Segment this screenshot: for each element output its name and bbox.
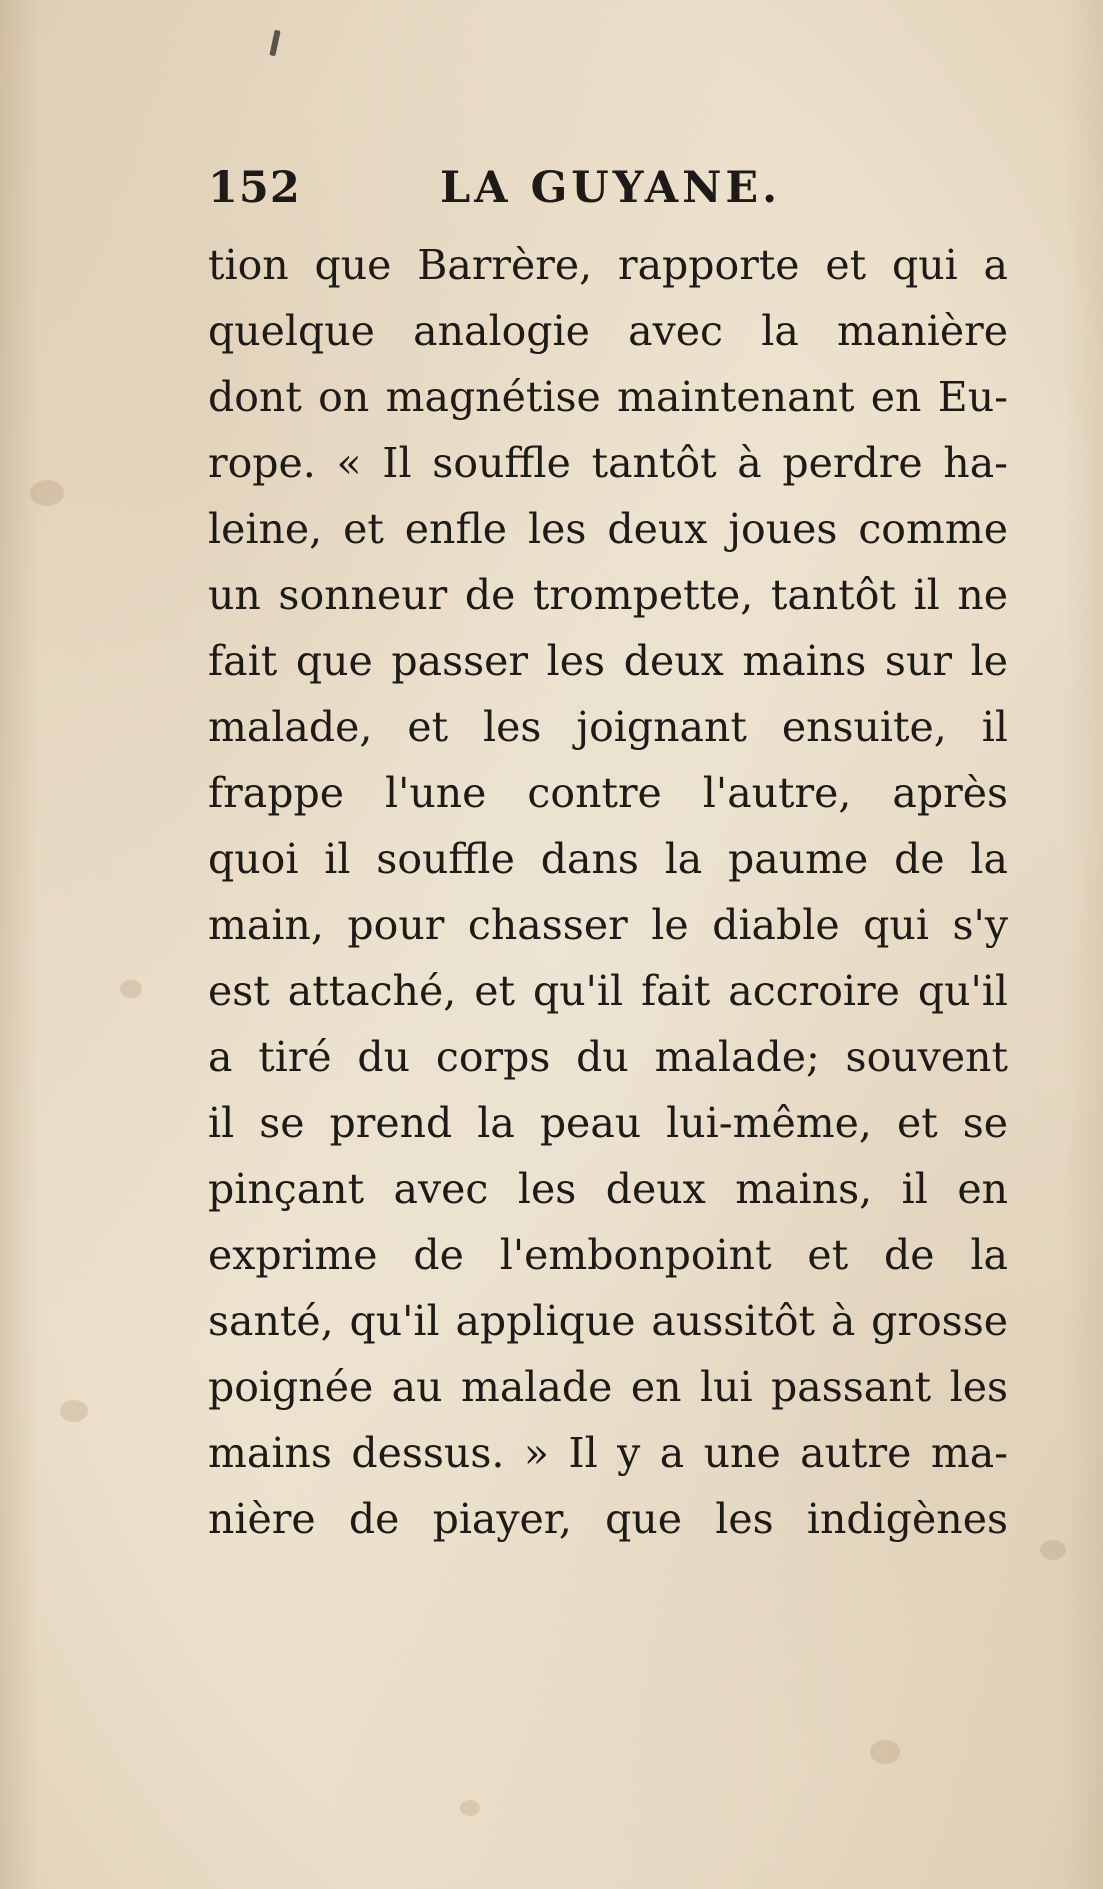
foxing-spot [60,1400,88,1422]
right-edge-shadow [1063,0,1103,1889]
text-line: main, pour chasser le diable qui s'y [208,901,1008,949]
foxing-spot [1040,1540,1066,1560]
text-line: rope. « Il souffle tantôt à perdre ha- [208,439,1008,487]
foxing-spot [460,1800,480,1816]
text-line: pinçant avec les deux mains, il en [208,1165,1008,1213]
text-line: fait que passer les deux mains sur le [208,637,1008,685]
text-line: malade, et les joignant ensuite, il [208,703,1008,751]
text-line: tion que Barrère, rapporte et qui a [208,241,1008,289]
ink-mark [269,30,280,57]
text-line: quoi il souffle dans la paume de la [208,835,1008,883]
text-line: a tiré du corps du malade; souvent [208,1033,1008,1081]
text-line: un sonneur de trompette, tantôt il ne [208,571,1008,619]
text-line: dont on magnétise maintenant en Eu- [208,373,1008,421]
text-line: nière de piayer, que les indigènes [208,1495,1008,1543]
text-line: il se prend la peau lui-même, et se [208,1099,1008,1147]
text-line: leine, et enfle les deux joues comme [208,505,1008,553]
text-line: frappe l'une contre l'autre, après [208,769,1008,817]
text-line: est attaché, et qu'il fait accroire qu'il [208,967,1008,1015]
text-line: quelque analogie avec la manière [208,307,1008,355]
text-line: exprime de l'embonpoint et de la [208,1231,1008,1279]
foxing-spot [120,980,142,998]
text-line: poignée au malade en lui passant les [208,1363,1008,1411]
page-title: LA GUYANE. [440,163,782,213]
page-number: 152 [208,163,301,213]
left-edge-shadow [0,0,40,1889]
running-head [208,158,1008,218]
text-line: santé, qu'il applique aussitôt à grosse [208,1297,1008,1345]
body-text [208,232,1008,1552]
text-line: mains dessus. » Il y a une autre ma- [208,1429,1008,1477]
foxing-spot [870,1740,900,1764]
foxing-spot [30,480,64,506]
